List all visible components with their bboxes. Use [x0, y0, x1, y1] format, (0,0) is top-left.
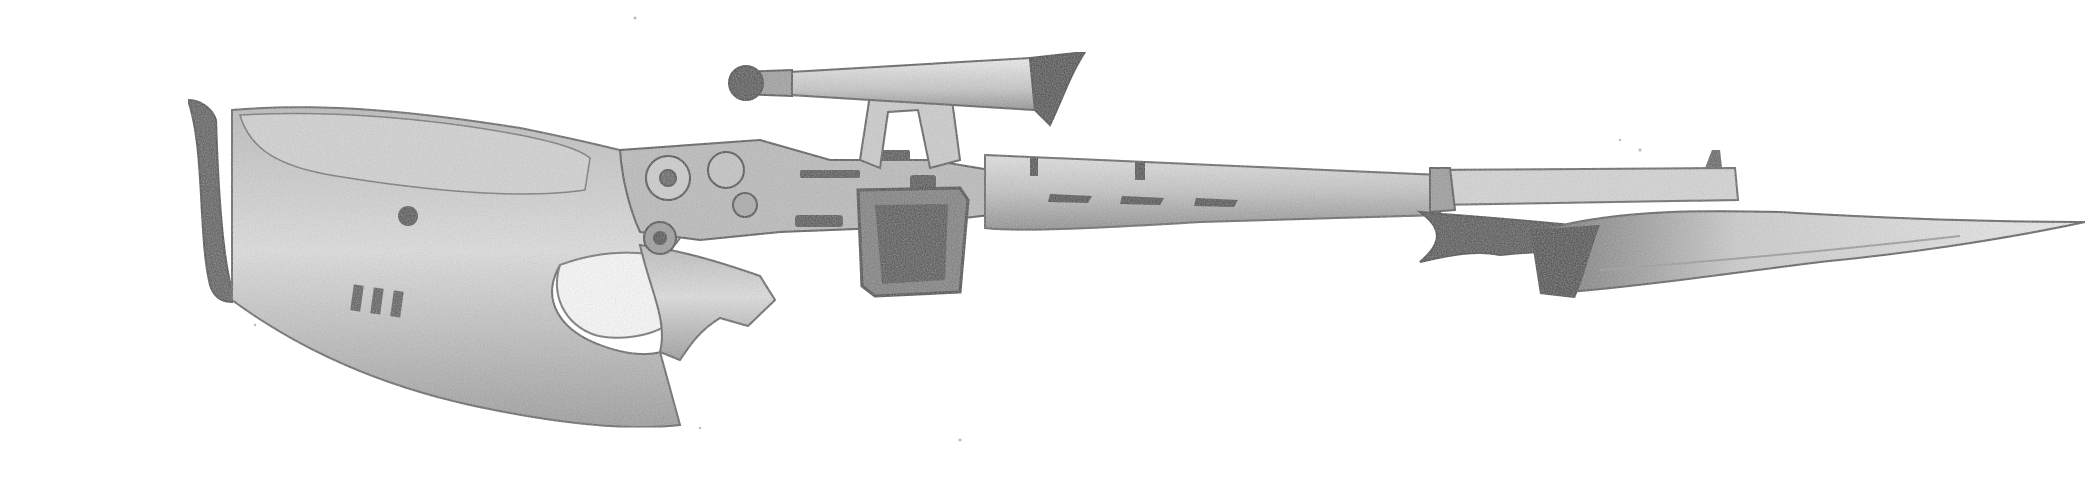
scope-objective	[1030, 52, 1085, 125]
stock-rivet	[398, 206, 418, 226]
pistol-grip	[640, 245, 775, 360]
scope-tube	[790, 58, 1035, 110]
magazine-window	[875, 204, 948, 284]
front-sight	[1705, 150, 1722, 168]
barrel-muzzle	[1430, 168, 1738, 205]
scope-eyepiece-cap	[729, 66, 763, 100]
barrel-shroud	[985, 155, 1440, 230]
bayonet-ring	[1430, 168, 1455, 212]
butt-plate	[188, 100, 232, 302]
